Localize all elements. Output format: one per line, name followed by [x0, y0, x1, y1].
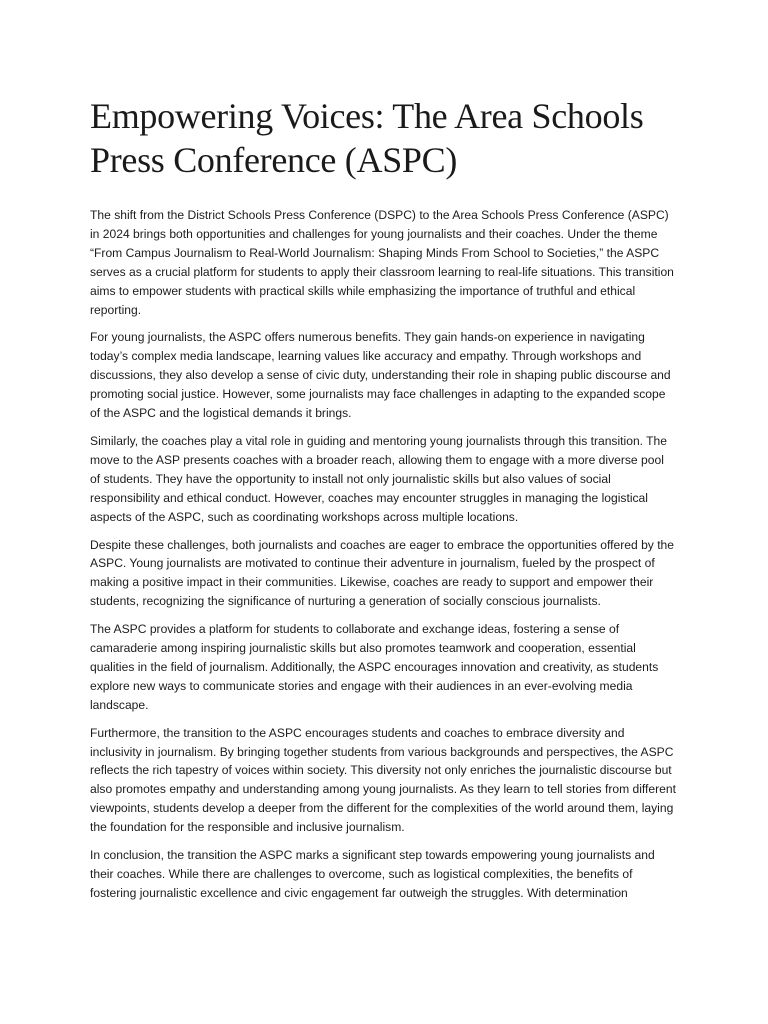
paragraph-1: The shift from the District Schools Press Conference (DSPC) to the Area Schools Press Conference (ASPC) in 2024 brings both opportunities and challenges for young journalists and their coaches. Under the theme “From Campus Journalism to Real-World Journalism: Shaping Minds From School to Societies,” the ASPC serves as a crucial platform for students to apply their classroom learning to real-life situations. This transition aims to empower students with practical skills while emphasizing the importance of truthful and ethical reporting.: [90, 208, 674, 317]
paragraph-6: Furthermore, the transition to the ASPC encourages students and coaches to embrace diversity and inclusivity in journalism. By bringing together students from various backgrounds and perspectives, the ASPC reflects the rich tapestry of voices within society. This diversity not only enriches the journalistic discourse but also promotes empathy and understanding among young journalists. As they learn to tell stories from different viewpoints, students develop a deeper from the different for the complexities of the world around them, laying the foundation for the responsible and inclusive journalism.: [90, 725, 676, 835]
paragraph-2: For young journalists, the ASPC offers numerous benefits. They gain hands-on experience in navigating today’s complex media landscape, learning values like accuracy and empathy. Through workshops and discussions, they also develop a sense of civic duty, understanding their role in shaping public discourse and promoting social justice. However, some journalists may face challenges in adapting to the expanded scope of the ASPC and the logistical demands it brings.: [90, 330, 671, 421]
page-title: Empowering Voices: The Area Schools Press Conference (ASPC): [90, 96, 644, 180]
paragraph-4: Despite these challenges, both journalists and coaches are eager to embrace the opportunities offered by the ASPC. Young journalists are motivated to continue their adventure in journalism, fueled by the prospect of making a positive impact in their communities. Likewise, coaches are ready to support and empower their students, recognizing the significance of nurturing a generation of socially conscious journalists.: [90, 537, 675, 609]
paragraph-5: The ASPC provides a platform for students to collaborate and exchange ideas, fostering a sense of camaraderie among inspiring journalistic skills but also promotes teamwork and cooperation, essential qualities in the field of journalism. Additionally, the ASPC encourages innovation and creativity, as students explore new ways to communicate stories and engage with their audiences in an ever-evolving media landscape.: [90, 622, 659, 712]
paragraph-3: Similarly, the coaches play a vital role in guiding and mentoring young journalists through this transition. The move to the ASP presents coaches with a broader reach, allowing them to engage with a more diverse pool of students. They have the opportunity to install not only journalistic skills but also values of social responsibility and ethical conduct. However, coaches may encounter struggles in managing the logistical aspects of the ASPC, such as coordinating workshops across multiple locations.: [90, 433, 668, 524]
article-body: [90, 206, 676, 912]
paragraph-7: In conclusion, the transition the ASPC marks a significant step towards empowering young journalists and their coaches. While there are challenges to overcome, such as logistical complexities, the benefits of fostering journalistic excellence and civic engagement far outweigh the struggles. With determination: [90, 848, 655, 900]
